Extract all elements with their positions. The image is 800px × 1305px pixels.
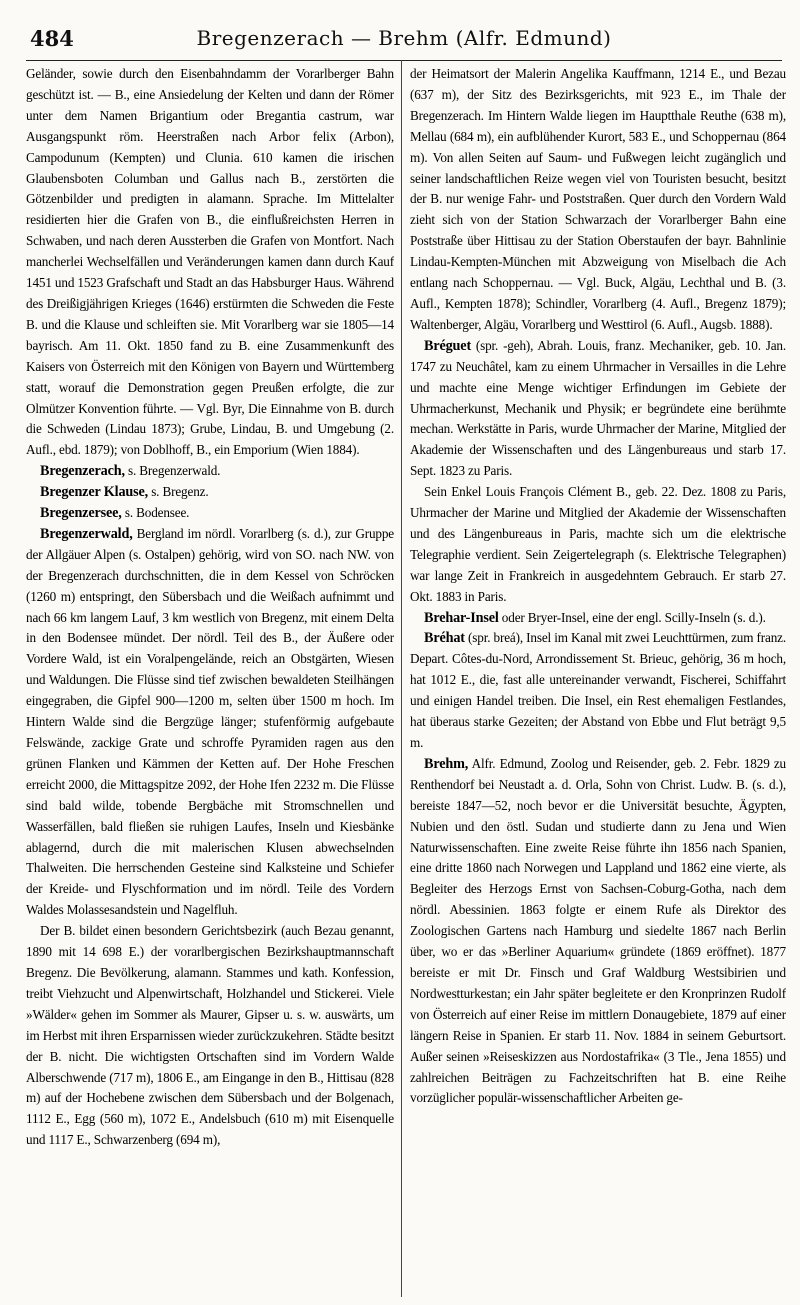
body-paragraph: Der B. bildet einen besondern Gerichtsbezirk (auch Bezau genannt, 1890 mit 14 698 E.) der vorarlbergischen Bezirkshauptmannschaft Bregenz. Die Bevölkerung, alamann. Stammes und kath. Konfession, treibt Viehzucht und Alpenwirtschaft, Holzhandel und Stickerei. Viele »Wälder« gehen im Sommer als Maurer, Gipser u. s. w. auswärts, um im Herbst mit ihren Ersparnissen wieder zurückzukehren. Städte besitzt der B. nicht. Die wichtigsten Ortschaften sind im Vordern Walde Alberschwende (717 m), 1806 E., am Eingange in den B., Hittisau (828 m) auf der Hochebene zwischen dem Sübersbach und der Bolgenach, 1112 E., Egg (560 m), 1072 E., Andelsbuch (610 m) mit Eisenquelle und 1117 E., Schwarzenberg (694 m), bbox=[26, 923, 394, 1148]
body-paragraph: Geländer, sowie durch den Eisenbahndamm der Vorarlberger Bahn geschützt ist. — B., eine Ansiedelung der Kelten und dann der Römer unter dem Namen Brigantium oder Bregantia castrum, war Ausgangspunkt röm. Heerstraßen nach Arbor felix (Arbon), Campodunum (Kempten) und Clunia. 610 kamen die irischen Glaubensboten Columban und Gallus nach B., zerstörten die Götzenbilder und predigten in alamann. Sprache. Im Mittelalter residierten hier die Grafen von B., die einflußreichsten Herren in Schwaben, und nach deren Aussterben die Grafen von Montfort. Nach mancherlei Wechselfällen und Veränderungen kamen dann durch Kauf 1451 und 1523 Grafschaft und Stadt an das Habsburger Haus. Während des Dreißigjährigen Krieges (1646) erstürmten die Schweden die Feste B. und die Klause und schleiften sie. Mit Vorarlberg war sie 1805—14 bayrisch. Am 11. Okt. 1850 fand zu B. eine Zusammenkunft des Kaisers von Österreich mit den Königen von Bayern und Württemberg statt, worauf die Demonstration gegen Preußen erfolgte, die zur Olmützer Konvention führte. — Vgl. Byr, Die Einnahme von B. durch die Schweden (Lindau 1873); Grube, Lindau, B. und Umgebung (2. Aufl., ebd. 1879); von Doblhoff, B., ein Emporium (Wien 1884). bbox=[26, 66, 394, 458]
entry-headword: Bregenzersee, bbox=[40, 505, 122, 522]
dictionary-entry bbox=[26, 524, 394, 921]
entry-headword: Brehar-Insel bbox=[424, 609, 499, 626]
entry-body: s. Bregenzerwald. bbox=[124, 463, 221, 479]
entry-body: oder Bryer-Insel, eine der engl. Scilly-Inseln (s. d.). bbox=[498, 609, 766, 625]
header-rule bbox=[26, 60, 782, 61]
entry-body: s. Bodensee. bbox=[121, 505, 190, 521]
entry-headword: Brehm, bbox=[424, 755, 469, 772]
page-header bbox=[26, 26, 782, 54]
page-number: 484 bbox=[30, 26, 74, 51]
entry-body: Alfr. Edmund, Zoolog und Reisender, geb. 2. Febr. 1829 zu Renthendorf bei Neustadt a. d. Orla, Sohn von Christ. Ludw. B. (s. d.), bereiste 1847—52, noch bevor er die Universität besuchte, Ägypten, Nubien und den östl. Sudan und studierte dann zu Jena und Wien Naturwissenschaften. Eine zweite Reise führte ihn 1856 nach Spanien, eine dritte 1860 nach Norwegen und Lappland und 1862 eine vierte, als Begleiter des Herzogs Ernst von Sachsen-Coburg-Gotha, nach dem nördl. Abessinien. 1863 folgte er einem Rufe als Direktor des Zoologischen Gartens nach Hamburg und siedelte 1867 nach Berlin über, wo er das »Berliner Aquarium« gründete (1869 eröffnet). 1877 bereiste er mit Dr. Finsch und Graf Waldburg Westsibirien und Nordwestturkestan; ein Jahr später begleitete er den Kronprinzen Rudolf von Österreich auf einer Reise im mittlern Donaugebiete, 1879 auf einer längern Reise in Spanien. Er starb 11. Nov. 1884 in seinem Geburtsort. Außer seinen »Reiseskizzen aus Nordostafrika« (3 Tle., Jena 1855) und zahlreichen Beiträgen zu Fachzeitschriften hat B. eine Reihe vorzüglicher populär-wissenschaftlicher Arbeiten ge- bbox=[410, 755, 786, 1106]
text-columns bbox=[26, 64, 786, 1297]
entry-headword: Bregenzer Klause, bbox=[40, 484, 149, 501]
dictionary-entry bbox=[26, 482, 394, 503]
dictionary-entry bbox=[410, 628, 786, 753]
dictionary-entry bbox=[410, 336, 786, 482]
entry-body: (spr. breá), Insel im Kanal mit zwei Leuchttürmen, zum franz. Depart. Côtes-du-Nord, Arrondissement St. Brieuc, gehörig, 36 m hoch, hat 1012 E., die, fast alle untereinander verwandt, Fischerei, Schiffahrt und einigen Handel treiben. Die Insel, ein Rest ehemaligen Festlandes, hat überaus starke Gezeiten; der Abstand von Ebbe und Flut beträgt 9,5 m. bbox=[410, 630, 786, 750]
dictionary-entry bbox=[26, 461, 394, 482]
entry-headword: Bréhat bbox=[424, 630, 465, 647]
entry-body: s. Bregenz. bbox=[148, 484, 209, 500]
left-column bbox=[26, 64, 394, 1297]
entry-headword: Bregenzerwald, bbox=[40, 525, 133, 542]
entry-headword: Bréguet bbox=[424, 337, 472, 354]
dictionary-entry bbox=[410, 754, 786, 1109]
entry-body: (spr. -geh), Abrah. Louis, franz. Mechaniker, geb. 10. Jan. 1747 zu Neuchâtel, kam zu einem Uhrmacher in Versailles in die Lehre und machte eine Menge wichtiger Erfindungen im Gebiete der Uhrmacherkunst, Mechanik und Physik; er begründete eine berühmte mechan. Werkstätte in Paris, wurde Uhrmacher der Marine, Mitglied der Akademie der Wissenschaften und des Längenbureaus und starb 17. Sept. 1823 zu Paris. bbox=[410, 337, 786, 479]
body-paragraph: der Heimatsort der Malerin Angelika Kauffmann, 1214 E., und Bezau (637 m), der Sitz des Bezirksgerichts, mit 923 E., im Thale der Bregenzerach. Im Hintern Walde liegen im Hauptthale Reuthe (638 m), Mellau (684 m), ein aufblühender Kurort, 583 E., und Schoppernau (864 m). Von allen Seiten auf Saum- und Fußwegen leicht zugänglich und seiner landschaftlichen Reize wegen viel von Touristen besucht, besitzt der B. nur wenige Fahr- und Poststraßen. Quer durch den Vordern Wald zieht sich von der Station Schwarzach der Vorarlberger Bahn eine Poststraße über Hittisau zu der Station Oberstaufen der bayr. Bahnlinie Lindau-Kempten-München mit Abzweigung von Miselbach die Ach entlang nach Schoppernau. — Vgl. Buck, Algäu, Lechthal und B. (3. Aufl., Kempten 1878); Schindler, Vorarlberg (4. Aufl., Bregenz 1879); Waltenberger, Algäu, Vorarlberg und Westtirol (6. Aufl., Augsb. 1888). bbox=[410, 66, 786, 332]
dictionary-entry bbox=[26, 503, 394, 524]
running-title: Bregenzerach — Brehm (Alfr. Edmund) bbox=[196, 26, 612, 50]
dictionary-entry bbox=[410, 608, 786, 629]
body-paragraph: Sein Enkel Louis François Clément B., geb. 22. Dez. 1808 zu Paris, Uhrmacher der Marine und Mitglied der Akademie der Wissenschaften und des Längenbureaus in Paris, machte sich um die elektrische Telegraphie verdient. Sein Zeigertelegraph (s. Elektrische Telegraphen) war lange Zeit in Frankreich in ausgedehntem Gebrauch. Er starb 27. Okt. 1883 in Paris. bbox=[410, 484, 786, 604]
entry-body: Bergland im nördl. Vorarlberg (s. d.), zur Gruppe der Allgäuer Alpen (s. Ostalpen) gehörig, wird von SO. nach NW. von der Bregenzerach durchschnitten, die in dem Kessel von Schröcken (1260 m) entspringt, den Sübersbach und die Weißach aufnimmt und nach 66 km langem Lauf, 3 km westlich von Bregenz, mit einem Delta in den Bodensee mündet. Der nördl. Teil des B., der Äußere oder Vordere Wald, ist ein Voralpengelände, reich an Obstgärten, Wiesen und Waldungen. Die Flüsse sind tief zwischen bewaldeten Steilhängen eingegraben, die Gipfel 900—1200 m, selten über 1500 m hoch. Im Hintern Walde sind die Bergzüge länger; stufenförmig aufgebaute Felswände, zackige Grate und schroffe Pyramiden ragen aus den grünen Flanken und Kämmen der Ketten auf. Der Hohe Freschen erreicht 2000, die Mittagspitze 2092, der Hohe Ifen 2232 m. Die Flüsse sind bald wilde, tobende Bergbäche mit Stromschnellen und Wasserfällen, bald fließen sie ruhigen Laufes, Inseln und Kiesbänke ablagernd, durch die mit malerischen Klusen abwechselnden Thalweiten. Die herrschenden Gesteine sind Kalksteine und Schiefer der Kreide- und Flyschformation und im nördl. Teile des Vordern Waldes Molassesandstein und Nagelfluh. bbox=[26, 525, 394, 918]
column-divider bbox=[401, 60, 402, 1297]
right-column bbox=[410, 64, 786, 1297]
entry-headword: Bregenzerach, bbox=[40, 463, 125, 480]
